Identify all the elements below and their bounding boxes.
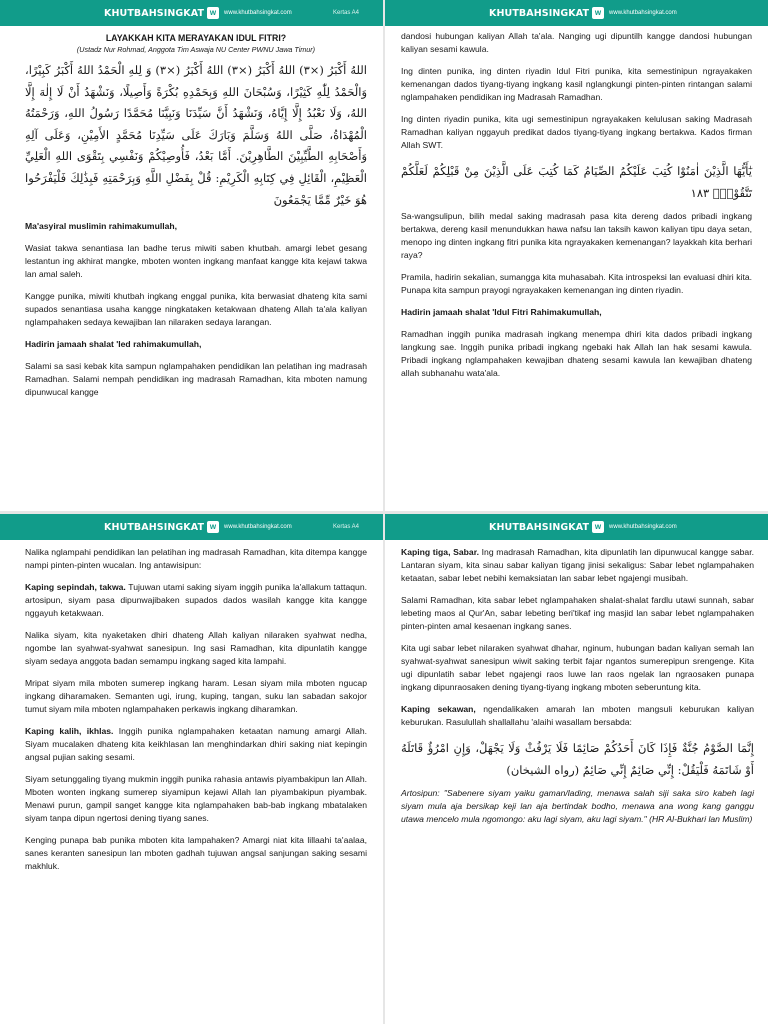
point-heading: Kaping tiga, Sabar. <box>401 547 479 557</box>
paragraph: Nalika siyam, kita nyaketaken dhiri dhateng Allah kaliyan nilaraken syahwat nedha, ngombe lan syahwat-syahwat sanesipun. Ing sasi Ramadhan, kita dipunlatih kangge siyam sedaya anggota badan semampu ingkang saged kita lampahi. <box>25 630 367 666</box>
paragraph <box>401 546 754 585</box>
page-body <box>25 546 367 882</box>
point-heading: Kaping sepindah, takwa. <box>25 582 126 592</box>
paragraph: Ing dinten riyadin punika, kita ugi semestinipun ngrayakaken kelulusan saking Madrasah Ramadhan kaliyan nggayuh predikat dados tiyang-tiyang ingkang bertakwa. Kados firman Allah SWT. <box>401 114 752 150</box>
paragraph-text: Tujuwan utami saking siyam inggih punika la'allakum tattaqun. artosipun, siyam pasa dipunwajibaken supados dados wasilah kangge kita kangge nggayuh ketakwaan. <box>25 582 367 618</box>
paragraph <box>25 581 367 620</box>
site-logo <box>489 521 677 533</box>
section-heading: Hadirin jamaah shalat 'Idul Fitri Rahimakumullah, <box>401 307 602 318</box>
paragraph: Salami sa sasi kebak kita sampun nglampahaken pendidikan lan pelatihan ing madrasah Ramadhan. Salami nempah pendidikan ing madrasah Ramadhan, kita mboten namung dipunwucal kangge <box>25 361 367 398</box>
page-body <box>401 30 752 389</box>
paper-size-label: Kertas A4 <box>332 10 359 16</box>
brand-name: KHUTBAHSINGKAT <box>489 521 590 533</box>
w-logo-icon: w <box>592 521 604 533</box>
point-heading: Kaping kalih, ikhlas. <box>25 726 114 736</box>
paragraph: Pramila, hadirin sekalian, sumangga kita muhasabah. Kita introspeksi lan evaluasi dhiri kita. Punapa kita sampun prayogi ngrayakaken kemenangan ing dinten riyadin. <box>401 272 752 296</box>
arabic-hadith: إِنَّمَا الصَّوْمُ جُنَّةٌ فَإِذَا كَانَ أَحَدُكُمْ صَائِمًا فَلَا يَرْفُثْ وَلَا يَجْهَلْ، وَإِنِ امْرُؤٌ قَاتَلَهُ أَوْ شَاتَمَهُ فَلْيَقُلْ: إِنِّي صَائِمٌ إِنِّي صَائِمٌ (رواه الشيخان) <box>401 741 754 777</box>
hadith-translation: Artosipun: "Sabenere siyam yaiku gaman/lading, menawa salah siji saka siro kabeh lagi siyam mula aja bersikap keji lan aja bertindak bodho, menawa ana wong kang ganggu utawa mencelo mula ngomongo: aku lagi siyam, aku lagi siyam." (HR Al-Bukhari lan Muslim) <box>401 788 754 825</box>
article-author: (Ustadz Nur Rohmad, Anggota Tim Aswaja NU Center PWNU Jawa Timur) <box>76 45 316 54</box>
arabic-opening: اللهُ أَكْبَرُ (×٣) اللهُ أَكْبَرُ (×٣) اللهُ أَكْبَرُ (×٣) وَ لِلهِ الْحَمْدُ اللهُ أَكْبَرُ كَبِيْرًا، وَالْحَمْدُ لِلّٰهِ كَثِيْرًا، وَسُبْحَانَ اللهِ وَبِحَمْدِهِ بُكْرَةً وَأَصِيلًا، وَنَشْهَدُ أَنْ لَا إِلٰهَ إِلَّا اللهُ، وَلَا نَعْبُدُ إِلَّا إِيَّاهُ، وَنَشْهَدُ أَنَّ سَيِّدَنَا وَنَبِيَّنَا مُحَمَّدًا رَسُولُ اللهِ، وَرَحْمَتُهُ الْمُهْدَاةُ، صَلَّى اللهُ وَسَلَّمَ وَبَارَكَ عَلَى سَيِّدِنَا مُحَمَّدٍ الأَمِيْنِ، وَعَلَى آلِهِ وَأَصْحَابِهِ الطَّيِّبِيْنَ الطَّاهِرِيْنَ. أَمَّا بَعْدُ، فَأُوصِيْكُمْ وَنَفْسِي بِتَقْوَى اللهِ الْعَلِيِّ الْعَظِيْمِ، الْقَائِلِ فِي كِتَابِهِ الْكَرِيْمِ: قُلْ بِفَضْلِ اللَّهِ وَبِرَحْمَتِهِ فَبِذَٰلِكَ فَلْيَفْرَحُوا هُوَ خَيْرٌ مِّمَّا يَجْمَعُونَ <box>25 63 367 207</box>
paragraph: Salami Ramadhan, kita sabar lebet nglampahaken shalat-shalat fardlu utawi sunnah, sabar lebeting maos al Qur'An, sabar lebeting beri'tikaf ing masjid lan sabar lebet nglampahaken pinten-pinten amal kesaenan ingkang sanes. <box>401 595 754 631</box>
page-header <box>385 0 768 26</box>
page-header <box>0 0 383 26</box>
site-url: www.khutbahsingkat.com <box>609 10 677 16</box>
section-heading: Ma'asyiral muslimin rahimakumullah, <box>25 221 178 232</box>
paragraph: Nalika nglampahi pendidikan lan pelatihan ing madrasah Ramadhan, kita ditempa kangge nampi pinten-pinten wucalan. Ing antawisipun: <box>25 547 367 570</box>
paragraph: Wasiat takwa senantiasa lan badhe terus miwiti saben khutbah. amargi lebet gesang lestantun ing akhirat mangke, mboten wonten ingkang manfaat kangge kita kejawi takwa lan amal saleh. <box>25 243 367 280</box>
site-logo <box>489 7 677 19</box>
paragraph-text: ngendalikaken amarah lan mboten mangsuli keburukan kaliyan keburukan. Rasulullah shallallahu 'alaihi wasallam bersabda: <box>401 704 755 727</box>
paragraph-text: Ing madrasah Ramadhan, kita dipunlatih lan dipunwucal kangge sabar. Lantaran siyam, kita sinau sabar kaliyan tigang jinisi sekaligus: Sabar lebet nglampahaken ketaatan, sabar lebet nebihi kemaksiatan lan sabar lebet ngajengi musibah. <box>401 547 754 583</box>
site-url: www.khutbahsingkat.com <box>224 10 292 16</box>
site-logo <box>104 7 292 19</box>
paragraph: dandosi hubungan kaliyan Allah ta'ala. Nanging ugi dipuntilh kangge dandosi hubungan kaliyan sesami kawula. <box>401 31 752 54</box>
site-logo <box>104 521 292 533</box>
point-heading: Kaping sekawan, <box>401 704 476 714</box>
site-url: www.khutbahsingkat.com <box>224 524 292 530</box>
site-url: www.khutbahsingkat.com <box>609 524 677 530</box>
arabic-quran-verse: يٰٓأَيُّهَا الَّذِيْنَ اٰمَنُوْا كُتِبَ عَلَيْكُمُ الصِّيَامُ كَمَا كُتِبَ عَلَى الَّذِيْنَ مِنْ قَبْلِكُمْ لَعَلَّكُمْ تَتَّقُوْنَۙ ١٨٣ <box>401 164 752 200</box>
paragraph <box>401 703 754 729</box>
paragraph: Siyam setunggaling tiyang mukmin inggih punika rahasia antawis piyambakipun lan Allah. Mboten wonten ingkang sumerep siyamipun kejawi Allah lan piyambakipun piyambak. Menawi purun, gampil sanget kangge kita nglampahaken bab-bab ingkang mbatalaken siyam tanpa dipun ngertosi dening tiyang sanes. <box>25 774 367 823</box>
brand-name: KHUTBAHSINGKAT <box>489 7 590 19</box>
w-logo-icon: w <box>592 7 604 19</box>
page-1 <box>0 0 383 511</box>
page-3 <box>0 514 383 1024</box>
paragraph: Ing dinten punika, ing dinten riyadin Idul Fitri punika, kita semestinipun ngrayakaken kemenangan dados tiyang-tiyang ingkang kasil nglangkungi pinten-pinten rintangan salami nglampahaken pendidikan ing Madrasah Ramadhan. <box>401 66 752 102</box>
w-logo-icon: w <box>207 521 219 533</box>
paragraph: Kita ugi sabar lebet nilaraken syahwat dhahar, nginum, hubungan badan kaliyan semah lan syahwat-syahwat sanesipun wiwit saking terbit fajar ngantos sumerepipun srengenge. Kita ugi dipunlatih sabar lebet ngajengi raos luwe lan raos ngelak lan ngraosaken punapa ingkang dipunraosaken dening tiyang-tiyang ingkang mboten seberuntung kita. <box>401 643 754 692</box>
page-header <box>0 514 383 540</box>
paragraph: Kenging punapa bab punika mboten kita lampahaken? Amargi niat kita lillaahi ta'aalaa, sanes keranten sanesipun lan mboten gadhah tujuwan angsal sanjungan saking sesami makhluk. <box>25 835 367 871</box>
page-body <box>401 546 754 835</box>
article-title: LAYAKKAH KITA MERAYAKAN IDUL FITRI? <box>105 33 287 43</box>
page-2 <box>385 0 768 511</box>
paragraph: Mripat siyam mila mboten sumerep ingkang haram. Lesan siyam mila mboten ngucap ingkang diharamaken. Semanten ugi, irung, kuping, tangan, suku lan sabadan sakojor tumut siyam mila mboten nglampahaken perkawis ingkang diharamkan. <box>25 678 367 714</box>
paragraph <box>25 725 367 764</box>
page-header <box>385 514 768 540</box>
w-logo-icon: w <box>207 7 219 19</box>
paragraph: Ramadhan inggih punika madrasah ingkang menempa dhiri kita dados pribadi ingkang langkung sae. Inggih punika pribadi ingkang ngebaki hak Allah lan hak sesami kawula. Pribadi ingkang nglampahaken kewajiban dhateng sesami kawula lan kewajiban dhateng allah subhanahu wata'ala. <box>401 329 752 379</box>
paper-size-label: Kertas A4 <box>332 524 359 530</box>
brand-name: KHUTBAHSINGKAT <box>104 521 205 533</box>
section-heading: Hadirin jamaah shalat 'Ied rahimakumullah, <box>25 339 202 350</box>
page-body <box>25 28 367 408</box>
paragraph-text: Inggih punika nglampahaken ketaatan namung amargi Allah. Siyam mucalaken dhateng kita keikhlasan lan menghindarkan dhiri saking niat kepingin angsal pujian saking sesami. <box>25 726 367 762</box>
page-4 <box>385 514 768 1024</box>
paragraph: Kangge punika, miwiti khutbah ingkang enggal punika, kita berwasiat dhateng kita sami supados senantiasa usaha kangge ningkataken ketakwaan dhateng Allah ta'ala kaliyan nglampahaken sedaya kewajiban lan nilaraken sedaya larangan. <box>25 291 367 328</box>
brand-name: KHUTBAHSINGKAT <box>104 7 205 19</box>
paragraph: Sa-wangsulipun, bilih medal saking madrasah pasa kita dereng dados pribadi ingkang bertakwa, dereng kasil menundukkan hawa nafsu lan taksih kawon kaliyan tipu daya setan, menopo ing dinten ingkang fitri punika kita ngrayakaken kemenangan? layakkah kita berhari raya? <box>401 211 752 261</box>
